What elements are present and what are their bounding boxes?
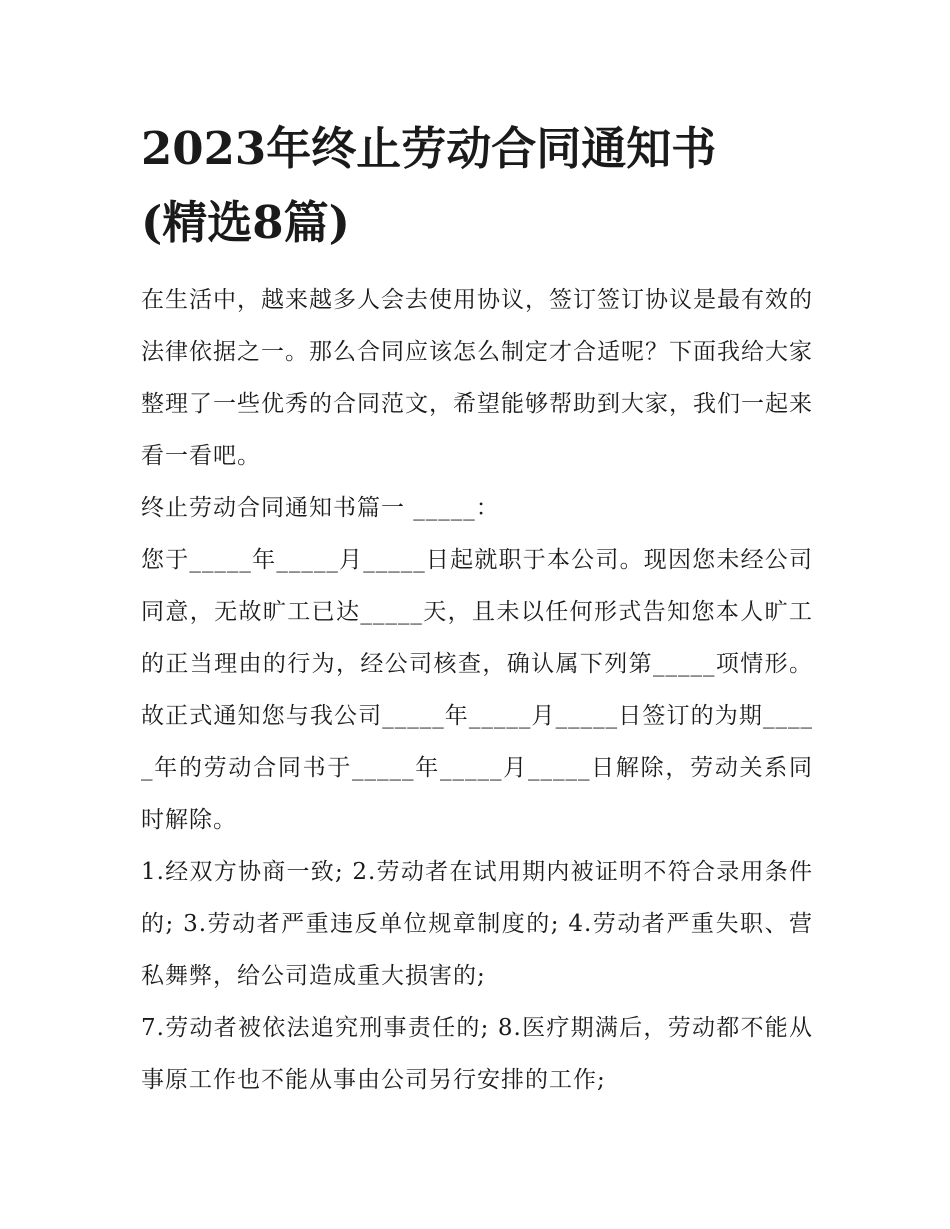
intro-paragraph: 在生活中，越来越多人会去使用协议，签订签订协议是最有效的法律依据之一。那么合同应该怎么制定才合适呢？下面我给大家整理了一些优秀的合同范文，希望能够帮助到大家，我们一起来看一看吧。 [141,287,813,469]
conditions-paragraph-1: 1.经双方协商一致; 2.劳动者在试用期内被证明不符合录用条件的; 3.劳动者严重违反单位规章制度的; 4.劳动者严重失职、营私舞弊，给公司造成重大损害的; [141,859,813,989]
document-title [141,112,813,260]
section-heading: 终止劳动合同通知书篇一 _____： [141,495,500,521]
conditions-paragraph-2: 7.劳动者被依法追究刑事责任的; 8.医疗期满后，劳动都不能从事原工作也不能从事由公司另行安排的工作; [141,1015,813,1093]
title-line-1: 2023年终止劳动合同通知书 [141,122,717,175]
title-line-2: (精选8篇) [141,196,350,249]
document-body [141,274,813,1106]
notice-paragraph: 您于_____年_____月_____日起就职于本公司。现因您未经公司同意，无故旷工已达_____天，且未以任何形式告知您本人旷工的正当理由的行为，经公司核查，确认属下列第_____项情形。故正式通知您与我公司_____年_____月_____日签订的为期_____年的劳动合同书于_____年_____月_____日解除，劳动关系同时解除。 [141,547,813,833]
document-page [141,112,813,1106]
